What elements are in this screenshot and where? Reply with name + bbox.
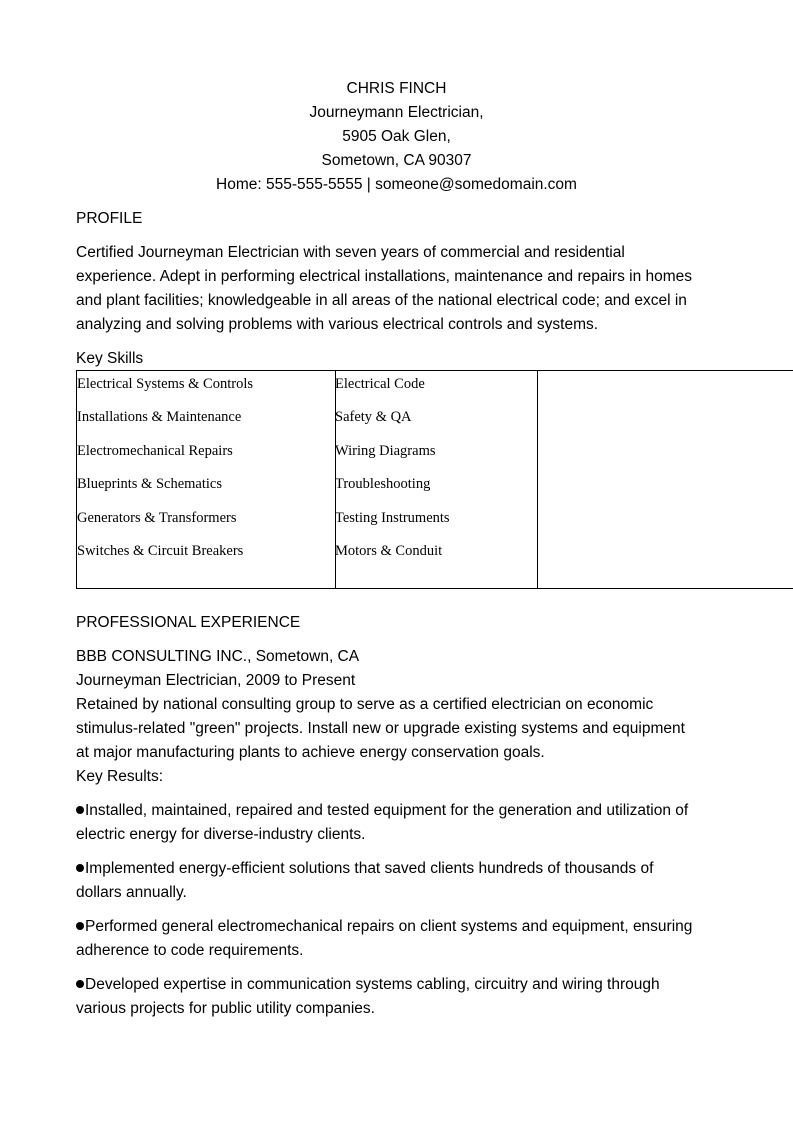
experience-entry bbox=[76, 645, 716, 789]
profile-line: and plant facilities; knowledgeable in all areas of the national electrical code; and excel in bbox=[76, 292, 687, 309]
skill-item: Troubleshooting bbox=[335, 476, 431, 492]
profile-line: Certified Journeyman Electrician with seven years of commercial and residential bbox=[76, 244, 625, 261]
address-street: 5905 Oak Glen, bbox=[342, 128, 451, 145]
contact-line: Home: 555-555-5555 | someone@somedomain.com bbox=[216, 176, 577, 193]
key-skills-heading: Key Skills bbox=[76, 350, 144, 367]
profile-summary bbox=[76, 241, 716, 337]
result-item: Implemented energy-efficient solutions that saved clients hundreds of thousands of dollars annually. bbox=[76, 860, 654, 901]
role-line: Journeyman Electrician, 2009 to Present bbox=[76, 672, 356, 689]
key-results-list bbox=[76, 799, 716, 1031]
bullet-icon bbox=[76, 864, 84, 872]
company-line: BBB CONSULTING INC., Sometown, CA bbox=[76, 648, 360, 665]
bullet-icon bbox=[76, 922, 84, 930]
skill-item: Installations & Maintenance bbox=[77, 409, 242, 425]
skills-column-3 bbox=[538, 371, 793, 588]
address-city: Sometown, CA 90307 bbox=[321, 152, 472, 169]
role-description-line: stimulus-related "green" projects. Install new or upgrade existing systems and equipment bbox=[76, 720, 685, 737]
candidate-name: CHRIS FINCH bbox=[346, 80, 447, 97]
skill-item: Electromechanical Repairs bbox=[77, 443, 233, 459]
skill-item: Motors & Conduit bbox=[335, 543, 443, 559]
resume-header bbox=[0, 77, 793, 197]
skill-item: Wiring Diagrams bbox=[335, 443, 436, 459]
skill-item: Generators & Transformers bbox=[77, 510, 237, 526]
bullet-icon bbox=[76, 980, 84, 988]
candidate-title: Journeymann Electrician, bbox=[309, 104, 484, 121]
skill-item: Electrical Systems & Controls bbox=[77, 376, 253, 392]
skill-item: Switches & Circuit Breakers bbox=[77, 543, 244, 559]
profile-line: experience. Adept in performing electrical installations, maintenance and repairs in homes bbox=[76, 268, 693, 285]
result-item: Installed, maintained, repaired and tested equipment for the generation and utilization of electric energy for diverse-industry clients. bbox=[76, 802, 689, 843]
experience-heading: PROFESSIONAL EXPERIENCE bbox=[76, 614, 301, 631]
result-item: Performed general electromechanical repairs on client systems and equipment, ensuring adherence to code requirements. bbox=[76, 918, 693, 959]
role-description-line: at major manufacturing plants to achieve energy conservation goals. bbox=[76, 744, 545, 761]
skill-item: Testing Instruments bbox=[335, 510, 450, 526]
result-item: Developed expertise in communication systems cabling, circuitry and wiring through various projects for public utility companies. bbox=[76, 976, 660, 1017]
key-results-label: Key Results: bbox=[76, 768, 164, 785]
role-description-line: Retained by national consulting group to serve as a certified electrician on economic bbox=[76, 696, 654, 713]
bullet-icon bbox=[76, 806, 84, 814]
skills-column-2 bbox=[335, 371, 538, 588]
key-skills-table bbox=[76, 370, 793, 589]
skill-item: Electrical Code bbox=[335, 376, 425, 392]
skills-column-1 bbox=[77, 371, 336, 588]
profile-line: analyzing and solving problems with various electrical controls and systems. bbox=[76, 316, 599, 333]
skill-item: Blueprints & Schematics bbox=[77, 476, 222, 492]
skill-item: Safety & QA bbox=[335, 409, 412, 425]
profile-heading: PROFILE bbox=[76, 210, 143, 227]
